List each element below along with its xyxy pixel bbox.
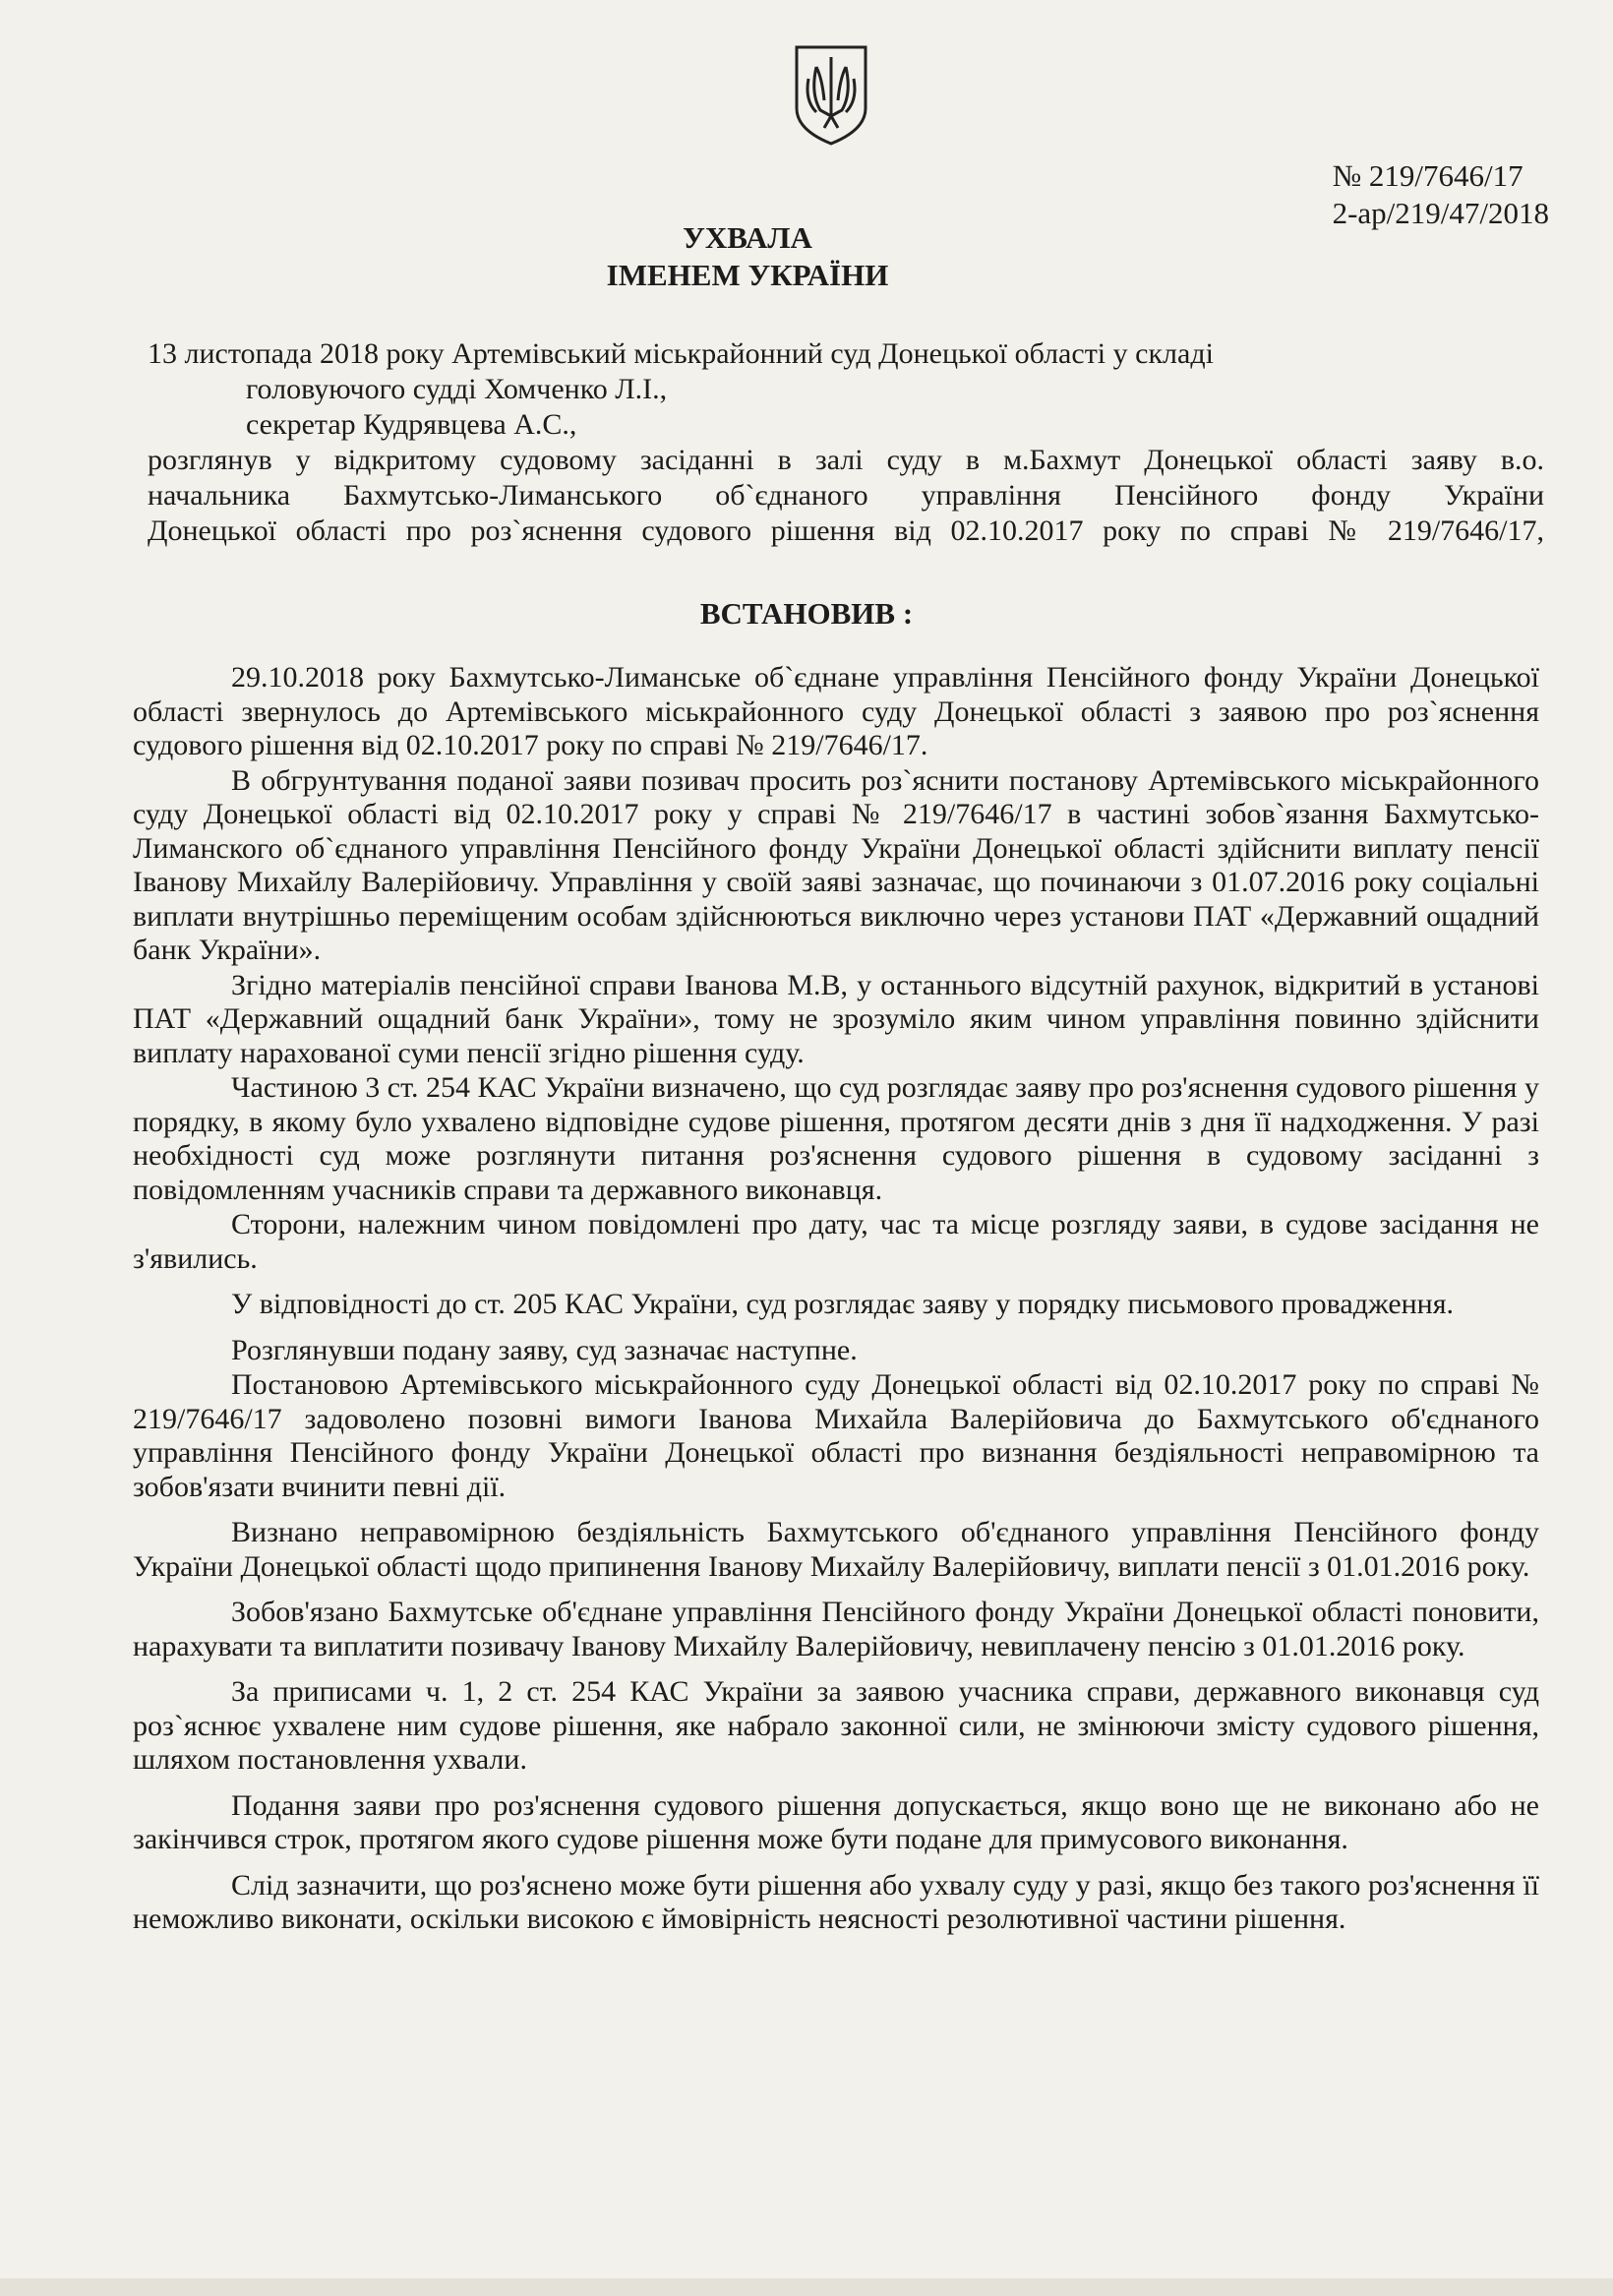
case-number: № 219/7646/17 (1332, 158, 1523, 193)
paragraph: Частиною 3 ст. 254 КАС України визначено, що суд розглядає заяву про роз'яснення судового рішення у порядку, в якому було ухвалено відповідне судове рішення, протягом десяти днів з дня її надходження. У разі необхідності суд може розглянути питання роз'яснення судового рішення в судовому засіданні з повідомленням учасників справи та державного виконавця. (133, 1071, 1539, 1206)
paragraph: Подання заяви про роз'яснення судового рішення допускається, якщо воно ще не виконано або не закінчився строк, протягом якого судове рішення може бути подане для примусового виконання. (133, 1788, 1539, 1855)
paragraph: Розглянувши подану заяву, суд зазначає наступне. (231, 1333, 858, 1366)
document-body (133, 661, 1539, 1938)
intro-line: начальника Бахмутсько-Лиманського об`єднаного управління Пенсійного фонду України (148, 479, 1544, 512)
paragraph: В обгрунтування поданої заяви позивач просить роз`яснити постанову Артемівського міськрайонного суду Донецької області від 02.10.2017 року у справі № 219/7646/17 в частині зобов`язання Бахмутсько-Лиманского об`єднаного управління Пенсійного фонду України Донецької області здійснити виплату пенсії Іванову Михайлу Валерійовичу. Управління у своїй заяві зазначає, що починаючи з 01.07.2016 року соціальні виплати внутрішньо переміщеним особам здійснюються виключно через установи ПАТ «Державний ощадний банк України». (133, 763, 1539, 966)
proceeding-number: 2-ар/219/47/2018 (1332, 196, 1549, 230)
document-subtitle: ІМЕНЕМ УКРАЇНИ (606, 258, 889, 292)
paragraph: Постановою Артемівського міськрайонного суду Донецької області від 02.10.2017 року по справі № 219/7646/17 задоволено позовні вимоги Іванова Михайла Валерійовича до Бахмутського об'єднаного управління Пенсійного фонду України Донецької області про визнання бездіяльності неправомірною та зобов'язати вчинити певні дії. (133, 1368, 1539, 1503)
intro-line: розглянув у відкритому судовому засіданні в залі суду в м.Бахмут Донецької області заяву в.о. (148, 444, 1544, 476)
intro-line: Донецької області про роз`яснення судового рішення від 02.10.2017 року по справі № 219/7646/17, (148, 514, 1544, 547)
paragraph: Визнано неправомірною бездіяльність Бахмутського об'єднаного управління Пенсійного фонду України Донецької області щодо припинення Іванову Михайлу Валерійовичу, виплати пенсії з 01.01.2016 року. (133, 1516, 1539, 1583)
paragraph: Слід зазначити, що роз'яснено може бути рішення або ухвалу суду у разі, якщо без такого роз'яснення її неможливо виконати, оскільки високою є ймовірність неясності резолютивної частини рішення. (133, 1868, 1539, 1935)
paragraph: Зобов'язано Бахмутське об'єднане управління Пенсійного фонду України Донецької області поновити, нарахувати та виплатити позивачу Іванову Михайлу Валерійовичу, невиплачену пенсію з 01.01.2016 року. (133, 1596, 1539, 1662)
trident-emblem-icon (787, 39, 875, 148)
paragraph: 29.10.2018 року Бахмутсько-Лиманське об`єднане управління Пенсійного фонду України Донецької області звернулось до Артемівського міськрайонного суду Донецької області з заявою про роз`яснення судового рішення від 02.10.2017 року по справі № 219/7646/17. (133, 661, 1539, 761)
intro-line: головуючого судді Хомченко Л.І., (246, 373, 668, 405)
section-title: ВСТАНОВИВ : (699, 596, 914, 631)
paragraph: Сторони, належним чином повідомлені про дату, час та місце розгляду заяви, в судове засідання не з'явились. (133, 1208, 1539, 1275)
document-title: УХВАЛА (683, 220, 812, 255)
intro-line: 13 листопада 2018 року Артемівський міськрайонний суд Донецької області у складі (148, 337, 1214, 370)
paragraph: У відповідності до ст. 205 КАС України, суд розглядає заяву у порядку письмового провадження. (231, 1288, 1455, 1320)
intro-line: секретар Кудрявцева А.С., (246, 408, 577, 441)
intro-block (148, 336, 1544, 443)
scan-bottom-edge (0, 2278, 1613, 2296)
paragraph: За приписами ч. 1, 2 ст. 254 КАС України за заявою учасника справи, державного виконавця суд роз`яснює ухвалене ним судове рішення, яке набрало законної сили, не змінюючи змісту судового рішення, шляхом постановлення ухвали. (133, 1675, 1539, 1776)
intro-considered-block (148, 443, 1544, 549)
paragraph: Згідно матеріалів пенсійної справи Іванова М.В, у останнього відсутній рахунок, відкритий в установі ПАТ «Державний ощадний банк України», тому не зрозуміло яким чином управління повинно здійснити виплату нарахованої суми пенсії згідно рішення суду. (133, 968, 1539, 1069)
